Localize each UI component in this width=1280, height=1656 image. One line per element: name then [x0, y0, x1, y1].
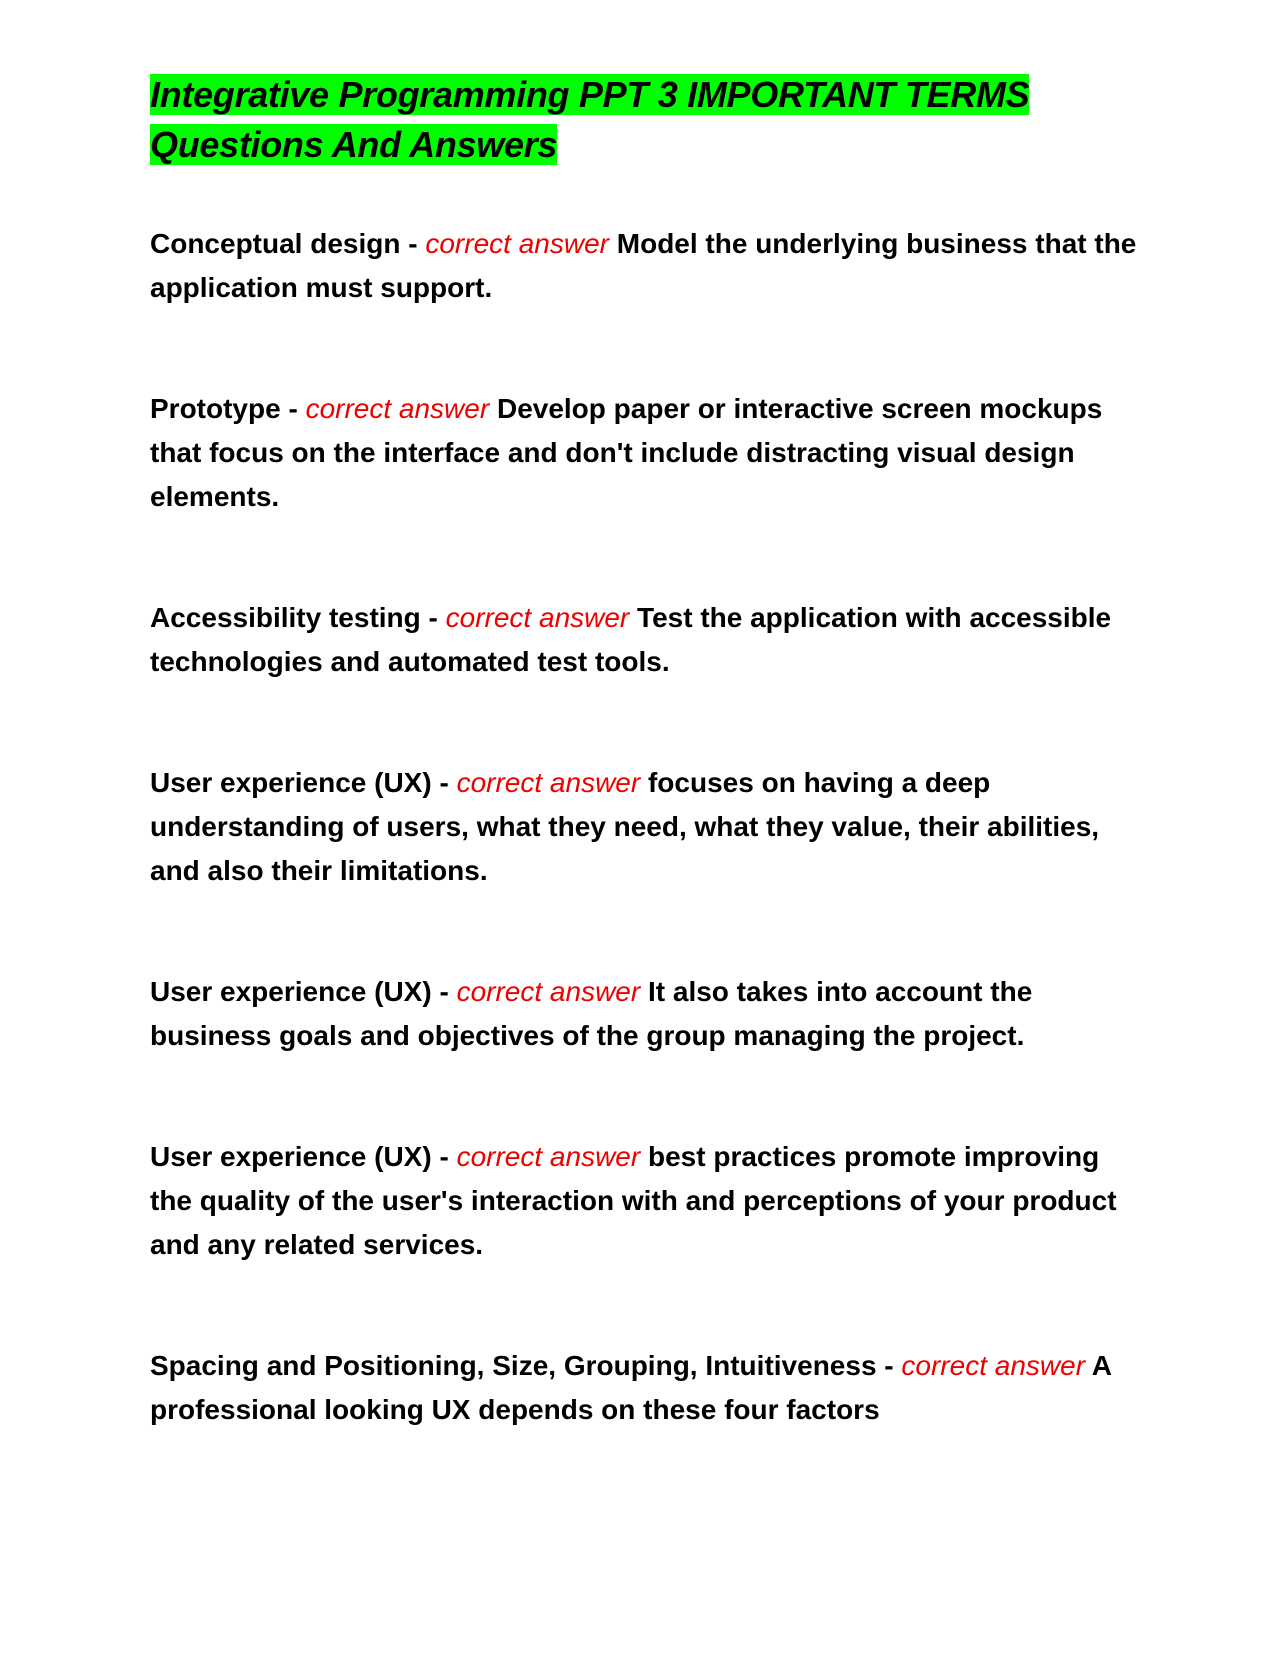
definition: Model the underlying business that the application must support.: [150, 228, 1137, 303]
answer-label: correct answer: [425, 228, 609, 259]
document-page: [150, 70, 1140, 1509]
answer-label: correct answer: [456, 1141, 641, 1172]
answer-label: correct answer: [445, 602, 630, 633]
answer-label: correct answer: [456, 767, 641, 798]
document-title: [150, 70, 1140, 170]
qa-entry-ux-1: [150, 761, 1140, 893]
definition: focuses on having a deep understanding of users, what they need, what they value, their abilities, and also their limitations.: [150, 767, 1100, 886]
definition: A professional looking UX depends on these four factors: [150, 1350, 1111, 1425]
term: User experience (UX) -: [150, 1141, 457, 1172]
answer-label: correct answer: [456, 976, 641, 1007]
term: User experience (UX) -: [150, 767, 457, 798]
definition: best practices promote improving the quality of the user's interaction with and perceptions of your product and any related services.: [150, 1141, 1117, 1260]
qa-entry-accessibility-testing: [150, 596, 1140, 684]
term: Conceptual design -: [150, 228, 426, 259]
term: Spacing and Positioning, Size, Grouping, Intuitiveness -: [150, 1350, 902, 1381]
definition: It also takes into account the business goals and objectives of the group managing the project.: [150, 976, 1033, 1051]
qa-entry-ux-factors: [150, 1344, 1140, 1432]
definition: Test the application with accessible technologies and automated test tools.: [150, 602, 1112, 677]
qa-entry-conceptual-design: [150, 222, 1140, 310]
term: Accessibility testing -: [150, 602, 446, 633]
title-highlight: Integrative Programming PPT 3 IMPORTANT TERMS Questions And Answers: [150, 74, 1030, 165]
term: User experience (UX) -: [150, 976, 457, 1007]
qa-entry-ux-3: [150, 1135, 1140, 1267]
definition: Develop paper or interactive screen mockups that focus on the interface and don't include distracting visual design elements.: [150, 393, 1103, 512]
term: Prototype -: [150, 393, 306, 424]
qa-entry-ux-2: [150, 970, 1140, 1058]
qa-entry-prototype: [150, 387, 1140, 519]
answer-label: correct answer: [901, 1350, 1086, 1381]
answer-label: correct answer: [305, 393, 490, 424]
